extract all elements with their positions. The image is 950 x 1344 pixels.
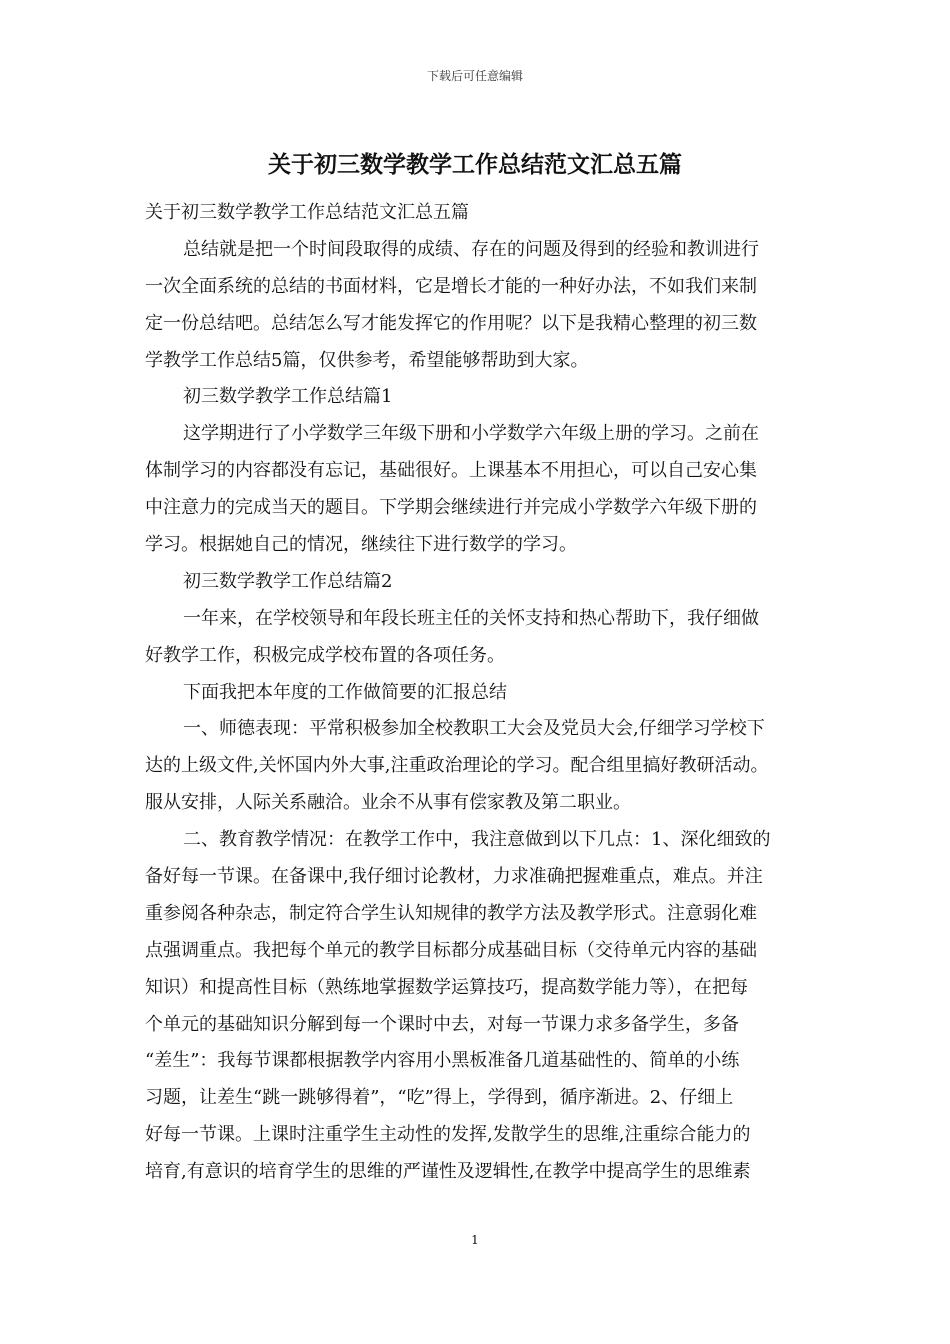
text-line: 一年来，在学校领导和年段长班主任的关怀支持和热心帮助下，我仔细做 (183, 607, 759, 629)
text-line: 好教学工作，积极完成学校布置的各项任务。 (145, 644, 505, 666)
text-line: 体制学习的内容都没有忘记，基础很好。上课基本不用担心，可以自己安心集 (145, 460, 757, 482)
page-number: 1 (471, 1233, 479, 1247)
text-line: 知识）和提高性目标（熟练地掌握数学运算技巧，提高数学能力等），在把每 (145, 976, 748, 998)
document-body (145, 195, 805, 1191)
section-heading: 初三数学教学工作总结篇1 (183, 386, 393, 408)
text-line: 定一份总结吧。总结怎么写才能发挥它的作用呢？以下是我精心整理的初三数 (145, 312, 757, 334)
text-line: 下面我把本年度的工作做简要的汇报总结 (183, 681, 507, 703)
section-heading: 初三数学教学工作总结篇2 (183, 570, 393, 592)
text-line: 学教学工作总结5篇，仅供参考，希望能够帮助到大家。 (145, 349, 589, 371)
text-line: 中注意力的完成当天的题目。下学期会继续进行并完成小学数学六年级下册的 (145, 497, 757, 519)
text-line: 学习。根据她自己的情况，继续往下进行数学的学习。 (145, 534, 577, 556)
text-line: 备好每一节课。在备课中,我仔细讨论教材，力求准确把握难重点，难点。并注 (145, 866, 763, 888)
text-line: 好每一节课。上课时注重学生主动性的发挥,发散学生的思维,注重综合能力的 (145, 1124, 751, 1146)
text-line: 这学期进行了小学数学三年级下册和小学数学六年级上册的学习。之前在 (183, 423, 759, 445)
text-line: 服从安排，人际关系融洽。业余不从事有偿家教及第二职业。 (145, 792, 631, 814)
text-line: 习题，让差生“跳一跳够得着”，“吃”得上，学得到，循序渐进。2、仔细上 (145, 1087, 734, 1109)
text-line: 总结就是把一个时间段取得的成绩、存在的问题及得到的经验和教训进行 (183, 238, 759, 260)
text-line: 培育,有意识的培育学生的思维的严谨性及逻辑性,在教学中提高学生的思维素 (145, 1161, 751, 1183)
document-title: 关于初三数学教学工作总结范文汇总五篇 (268, 151, 682, 178)
text-line: 一次全面系统的总结的书面材料，它是增长才能的一种好办法，不如我们来制 (145, 275, 757, 297)
text-line: 关于初三数学教学工作总结范文汇总五篇 (145, 202, 469, 223)
text-line: 个单元的基础知识分解到每一个课时中去，对每一节课力求多备学生，多备 (145, 1013, 739, 1035)
text-line: “差生”：我每节课都根据教学内容用小黑板准备几道基础性的、简单的小练 (145, 1050, 740, 1072)
text-line: 二、教育教学情况：在教学工作中，我注意做到以下几点：1、深化细致的 (183, 829, 771, 851)
text-line: 一、师德表现：平常积极参加全校教职工大会及党员大会,仔细学习学校下 (183, 718, 765, 740)
text-line: 点强调重点。我把每个单元的教学目标都分成基础目标（交待单元内容的基础 (145, 939, 757, 961)
text-line: 重参阅各种杂志，制定符合学生认知规律的教学方法及教学形式。注意弱化难 (145, 902, 757, 924)
page-header: 下载后可任意编辑 (426, 69, 523, 83)
text-line: 达的上级文件,关怀国内外大事,注重政治理论的学习。配合组里搞好教研活动。 (145, 755, 769, 777)
